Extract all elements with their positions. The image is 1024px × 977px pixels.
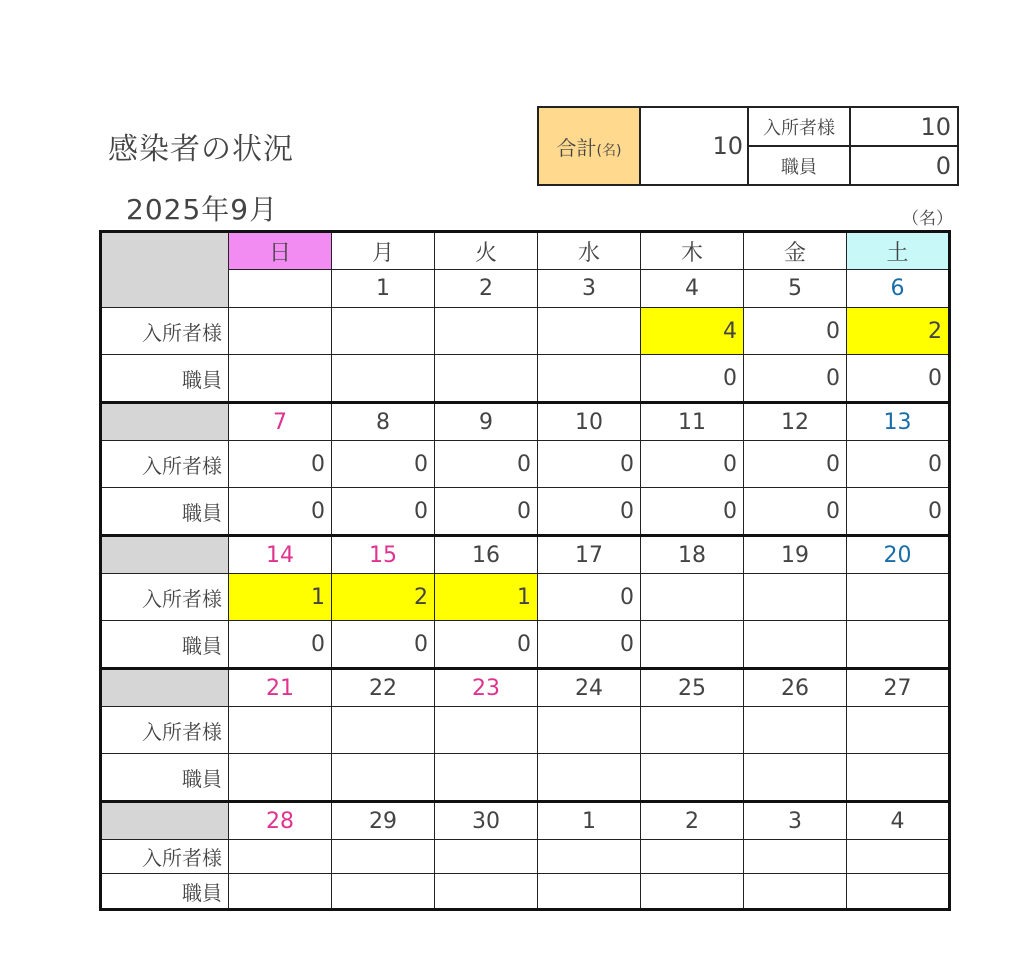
date-cell: 29 — [332, 802, 435, 840]
week-3-staff-row — [101, 754, 950, 802]
header-corner-cell — [101, 232, 229, 308]
date-cell: 14 — [229, 536, 332, 574]
residents-value-cell — [538, 840, 641, 874]
date-cell: 11 — [641, 403, 744, 441]
residents-row-label: 入所者様 — [101, 574, 229, 621]
date-cell: 26 — [744, 669, 847, 707]
staff-value-cell — [847, 874, 950, 910]
date-cell: 19 — [744, 536, 847, 574]
date-cell: 23 — [435, 669, 538, 707]
date-cell: 13 — [847, 403, 950, 441]
summary-residents-value: 10 — [850, 107, 958, 146]
date-cell: 18 — [641, 536, 744, 574]
date-cell: 28 — [229, 802, 332, 840]
residents-value-cell — [332, 707, 435, 754]
residents-row-label: 入所者様 — [101, 707, 229, 754]
summary-table — [537, 106, 959, 186]
calendar-table — [99, 230, 951, 911]
residents-value-cell — [435, 840, 538, 874]
weekday-header-5: 金 — [744, 232, 847, 270]
staff-value-cell — [538, 355, 641, 403]
staff-value-cell: 0 — [641, 355, 744, 403]
staff-value-cell: 0 — [538, 488, 641, 536]
week-1-date-row — [101, 403, 950, 441]
date-cell: 22 — [332, 669, 435, 707]
staff-value-cell — [641, 621, 744, 669]
week-2-residents-row — [101, 574, 950, 621]
date-cell: 20 — [847, 536, 950, 574]
week-3-residents-row — [101, 707, 950, 754]
staff-value-cell — [538, 874, 641, 910]
staff-value-cell: 0 — [332, 488, 435, 536]
residents-value-cell: 1 — [229, 574, 332, 621]
staff-row-label: 職員 — [101, 874, 229, 910]
week-0-staff-row — [101, 355, 950, 403]
week-0-date-row — [101, 270, 950, 308]
page-title: 感染者の状況 — [108, 132, 294, 167]
residents-value-cell: 0 — [847, 441, 950, 488]
residents-value-cell — [744, 840, 847, 874]
date-cell: 5 — [744, 270, 847, 308]
date-cell: 17 — [538, 536, 641, 574]
date-cell: 12 — [744, 403, 847, 441]
week-1-staff-row — [101, 488, 950, 536]
date-cell: 1 — [332, 270, 435, 308]
staff-value-cell — [229, 754, 332, 802]
staff-value-cell: 0 — [744, 488, 847, 536]
summary-staff-value: 0 — [850, 146, 958, 185]
date-cell: 2 — [435, 270, 538, 308]
staff-value-cell — [332, 754, 435, 802]
weekday-header-3: 水 — [538, 232, 641, 270]
date-cell: 8 — [332, 403, 435, 441]
residents-row-label: 入所者様 — [101, 308, 229, 355]
staff-value-cell — [435, 874, 538, 910]
date-cell — [229, 270, 332, 308]
week-3-date-row — [101, 669, 950, 707]
staff-value-cell — [744, 621, 847, 669]
residents-value-cell: 2 — [847, 308, 950, 355]
weekday-header-4: 木 — [641, 232, 744, 270]
residents-value-cell — [847, 840, 950, 874]
date-cell: 4 — [641, 270, 744, 308]
residents-value-cell — [229, 308, 332, 355]
residents-value-cell — [641, 574, 744, 621]
residents-value-cell: 2 — [332, 574, 435, 621]
weekday-header-6: 土 — [847, 232, 950, 270]
week-3-corner-cell — [101, 669, 229, 707]
residents-value-cell — [641, 707, 744, 754]
residents-value-cell — [435, 308, 538, 355]
date-cell: 2 — [641, 802, 744, 840]
staff-value-cell — [847, 754, 950, 802]
date-cell: 3 — [744, 802, 847, 840]
staff-value-cell — [744, 754, 847, 802]
staff-value-cell: 0 — [435, 621, 538, 669]
residents-value-cell — [229, 707, 332, 754]
date-cell: 10 — [538, 403, 641, 441]
summary-total-value: 10 — [640, 107, 748, 185]
date-cell: 15 — [332, 536, 435, 574]
date-cell: 6 — [847, 270, 950, 308]
date-cell: 30 — [435, 802, 538, 840]
staff-value-cell: 0 — [847, 488, 950, 536]
staff-value-cell — [229, 355, 332, 403]
staff-value-cell — [847, 621, 950, 669]
week-1-corner-cell — [101, 403, 229, 441]
residents-value-cell — [435, 707, 538, 754]
summary-total-label-text: 合計 — [556, 135, 597, 160]
weekday-header-2: 火 — [435, 232, 538, 270]
residents-value-cell: 0 — [229, 441, 332, 488]
summary-residents-label: 入所者様 — [748, 107, 850, 146]
staff-value-cell: 0 — [744, 355, 847, 403]
week-2-staff-row — [101, 621, 950, 669]
residents-value-cell — [744, 707, 847, 754]
date-cell: 24 — [538, 669, 641, 707]
week-1-residents-row — [101, 441, 950, 488]
date-cell: 9 — [435, 403, 538, 441]
week-4-date-row — [101, 802, 950, 840]
residents-value-cell: 0 — [435, 441, 538, 488]
staff-value-cell: 0 — [435, 488, 538, 536]
date-cell: 1 — [538, 802, 641, 840]
summary-staff-label: 職員 — [748, 146, 850, 185]
date-cell: 7 — [229, 403, 332, 441]
staff-row-label: 職員 — [101, 355, 229, 403]
staff-value-cell: 0 — [229, 488, 332, 536]
residents-value-cell — [641, 840, 744, 874]
residents-value-cell: 0 — [538, 574, 641, 621]
staff-row-label: 職員 — [101, 754, 229, 802]
residents-row-label: 入所者様 — [101, 441, 229, 488]
residents-value-cell: 0 — [744, 308, 847, 355]
staff-value-cell: 0 — [229, 621, 332, 669]
residents-value-cell — [332, 840, 435, 874]
week-4-residents-row — [101, 840, 950, 874]
staff-value-cell — [435, 754, 538, 802]
week-4-corner-cell — [101, 802, 229, 840]
staff-value-cell — [744, 874, 847, 910]
date-cell: 25 — [641, 669, 744, 707]
residents-value-cell — [744, 574, 847, 621]
date-cell: 27 — [847, 669, 950, 707]
staff-value-cell — [229, 874, 332, 910]
weekday-header-row — [101, 232, 950, 270]
residents-value-cell — [538, 308, 641, 355]
residents-value-cell: 1 — [435, 574, 538, 621]
residents-value-cell: 0 — [641, 441, 744, 488]
staff-value-cell — [538, 754, 641, 802]
staff-value-cell — [332, 355, 435, 403]
residents-row-label: 入所者様 — [101, 840, 229, 874]
date-cell: 4 — [847, 802, 950, 840]
residents-value-cell: 0 — [538, 441, 641, 488]
residents-value-cell: 0 — [744, 441, 847, 488]
residents-value-cell: 4 — [641, 308, 744, 355]
residents-value-cell: 0 — [332, 441, 435, 488]
staff-row-label: 職員 — [101, 621, 229, 669]
week-2-date-row — [101, 536, 950, 574]
summary-total-label — [538, 107, 640, 185]
staff-value-cell — [641, 874, 744, 910]
staff-value-cell — [641, 754, 744, 802]
week-0-residents-row — [101, 308, 950, 355]
residents-value-cell — [538, 707, 641, 754]
staff-value-cell — [435, 355, 538, 403]
residents-value-cell — [847, 574, 950, 621]
staff-value-cell: 0 — [641, 488, 744, 536]
date-cell: 3 — [538, 270, 641, 308]
staff-value-cell: 0 — [538, 621, 641, 669]
week-2-corner-cell — [101, 536, 229, 574]
staff-row-label: 職員 — [101, 488, 229, 536]
weekday-header-0: 日 — [229, 232, 332, 270]
staff-value-cell: 0 — [847, 355, 950, 403]
week-4-staff-row — [101, 874, 950, 910]
staff-value-cell — [332, 874, 435, 910]
weekday-header-1: 月 — [332, 232, 435, 270]
month-heading: 2025年9月 — [126, 193, 279, 226]
residents-value-cell — [847, 707, 950, 754]
unit-note: （名） — [902, 209, 953, 229]
staff-value-cell: 0 — [332, 621, 435, 669]
residents-value-cell — [229, 840, 332, 874]
date-cell: 16 — [435, 536, 538, 574]
residents-value-cell — [332, 308, 435, 355]
date-cell: 21 — [229, 669, 332, 707]
summary-total-unit: (名) — [596, 142, 622, 159]
